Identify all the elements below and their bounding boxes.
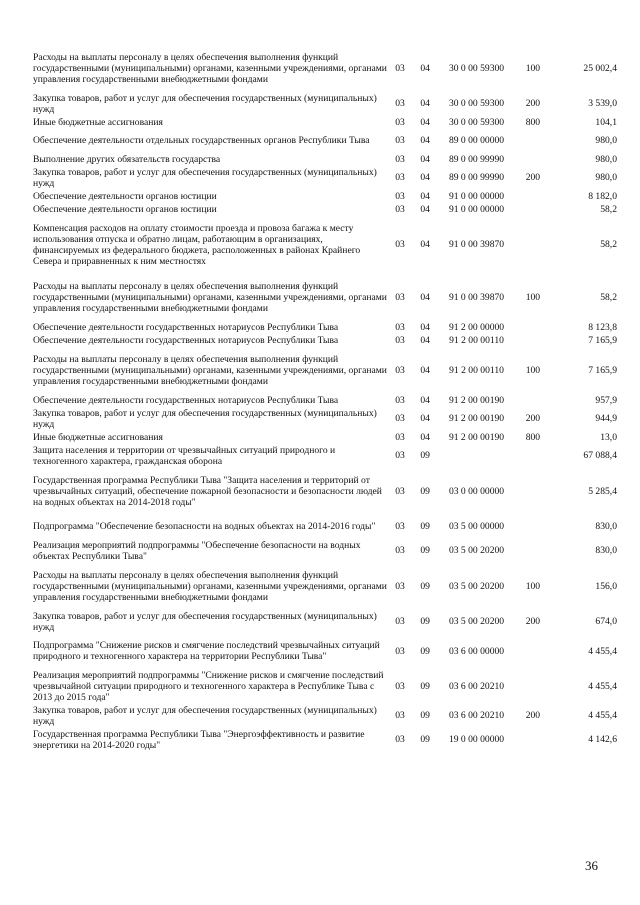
amount: 13,0 (600, 431, 617, 443)
amount: 4 455,4 (588, 645, 617, 657)
expense-type-code (515, 539, 550, 563)
budget-item-name: Расходы на выплаты персоналу в целях обеспечения выполнения функций государственными (муниципальными) органами, казенными учреждениями, органами управления государственными внебюджетными фондами (33, 569, 387, 603)
table-row (33, 444, 617, 468)
budget-item-name: Обеспечение деятельности органов юстиции (33, 190, 217, 202)
expense-type-code: 200 (525, 616, 541, 627)
expense-type-code (515, 634, 550, 669)
budget-item-name: Государственная программа Республики Тыва "Защита населения и территорий от чрезвычайных ситуаций, обеспечение пожарной безопасности и безопасности людей на водных объектах на 2014-2018 годы" (33, 474, 382, 508)
budget-item-name: Защита населения и территории от чрезвычайных ситуаций природного и техногенного характера, гражданская оборона (33, 444, 336, 467)
table-row (33, 129, 617, 153)
amount: 944,9 (595, 413, 617, 424)
target-article-code: 91 2 00 00000 (448, 321, 505, 333)
amount: 980,0 (595, 172, 617, 183)
amount: 58,2 (600, 203, 617, 215)
section-code: 03 (395, 321, 405, 333)
subsection-code: 09 (420, 521, 430, 532)
expense-type-code (515, 334, 550, 347)
budget-table (33, 45, 617, 752)
budget-item-name: Закупка товаров, работ и услуг для обеспечения государственных (муниципальных) нужд (33, 166, 377, 189)
amount: 156,0 (595, 580, 617, 592)
budget-item-name: Расходы на выплаты персоналу в целях обеспечения выполнения функций государственными (муниципальными) органами, казенными учреждениями, органами управления государственными внебюджетными фондами (33, 280, 387, 314)
subsection-code: 09 (420, 680, 430, 692)
budget-item-name: Иные бюджетные ассигнования (33, 431, 163, 443)
target-article-code: 03 0 00 00000 (448, 485, 505, 497)
section-code: 03 (395, 710, 405, 721)
subsection-code: 04 (420, 172, 430, 183)
section-code: 03 (395, 394, 405, 406)
subsection-code: 04 (420, 190, 430, 202)
target-article-code: 91 0 00 39870 (448, 291, 505, 303)
section-code: 03 (395, 413, 405, 424)
target-article-code: 91 2 00 00190 (448, 431, 505, 443)
expense-type-code (515, 153, 550, 166)
target-article-code: 89 0 00 99990 (448, 153, 505, 165)
expense-type-code (515, 515, 550, 539)
table-row (33, 704, 617, 728)
expense-type-code: 200 (525, 98, 541, 109)
target-article-code: 03 5 00 20200 (448, 580, 505, 592)
subsection-code: 04 (420, 364, 430, 376)
table-row (33, 334, 617, 347)
table-row (33, 563, 617, 610)
section-code: 03 (395, 291, 405, 303)
table-row (33, 166, 617, 190)
table-row (33, 431, 617, 444)
amount: 3 539,0 (588, 98, 617, 109)
expense-type-code (515, 468, 550, 515)
table-row (33, 394, 617, 407)
page-number: 36 (585, 858, 598, 873)
amount: 58,2 (600, 291, 617, 303)
table-row (33, 728, 617, 752)
budget-item-name: Реализация мероприятий подпрограммы "Обеспечение безопасности на водных объектах Республики Тыва" (33, 539, 361, 562)
section-code: 03 (395, 203, 405, 215)
subsection-code: 04 (420, 334, 430, 346)
section-code: 03 (395, 431, 405, 443)
subsection-code: 04 (420, 203, 430, 215)
budget-item-name: Государственная программа Республики Тыва "Энергоэффективность и развитие энергетики на 2014-2020 годы" (33, 728, 365, 751)
target-article-code: 03 6 00 20210 (448, 710, 505, 721)
expense-type-code (515, 129, 550, 153)
expense-type-code: 100 (525, 580, 541, 592)
budget-table-body (33, 45, 617, 752)
subsection-code: 09 (420, 450, 430, 461)
section-code: 03 (395, 545, 405, 556)
amount: 980,0 (595, 135, 617, 146)
expense-type-code: 200 (525, 172, 541, 183)
expense-type-code: 100 (525, 291, 541, 303)
expense-type-code (515, 203, 550, 216)
subsection-code: 04 (420, 98, 430, 109)
table-row (33, 347, 617, 394)
section-code: 03 (395, 616, 405, 627)
subsection-code: 09 (420, 616, 430, 627)
expense-type-code: 200 (525, 413, 541, 424)
amount: 58,2 (600, 239, 617, 250)
table-row (33, 203, 617, 216)
amount: 957,9 (595, 394, 617, 406)
table-row (33, 190, 617, 203)
expense-type-code (515, 216, 550, 274)
section-code: 03 (395, 116, 405, 128)
budget-item-name: Расходы на выплаты персоналу в целях обеспечения выполнения функций государственными (муниципальными) органами, казенными учреждениями, органами управления государственными внебюджетными фондами (33, 353, 387, 387)
table-row (33, 45, 617, 92)
amount: 830,0 (595, 545, 617, 556)
target-article-code (438, 444, 516, 468)
expense-type-code (515, 444, 550, 468)
section-code: 03 (395, 239, 405, 250)
table-row (33, 153, 617, 166)
subsection-code: 04 (420, 413, 430, 424)
budget-item-name: Обеспечение деятельности государственных нотариусов Республики Тыва (33, 321, 339, 333)
amount: 7 165,9 (588, 364, 617, 376)
expense-type-code (515, 669, 550, 704)
amount: 67 088,4 (583, 450, 617, 461)
budget-item-name: Обеспечение деятельности государственных нотариусов Республики Тыва (33, 394, 339, 406)
target-article-code: 91 2 00 00190 (448, 413, 505, 424)
table-row (33, 116, 617, 129)
subsection-code: 04 (420, 62, 430, 74)
amount: 8 182,0 (588, 190, 617, 202)
target-article-code: 89 0 00 99990 (448, 172, 505, 183)
budget-item-name: Обеспечение деятельности отдельных государственных органов Республики Тыва (33, 135, 370, 146)
target-article-code: 91 0 00 00000 (448, 203, 505, 215)
subsection-code: 04 (420, 291, 430, 303)
table-row (33, 634, 617, 669)
target-article-code: 91 2 00 00190 (448, 394, 505, 406)
amount: 980,0 (595, 153, 617, 165)
table-row (33, 610, 617, 634)
budget-item-name: Подпрограмма "Снижение рисков и смягчение последствий чрезвычайных ситуаций природного и техногенного характера на территории Республики Тыва" (33, 640, 380, 662)
expense-type-code (515, 728, 550, 752)
budget-item-name: Реализация мероприятий подпрограммы "Снижение рисков и смягчение последствий чрезвычайной ситуации природного и техногенного характера в Республике Тыва с 2013 до 2015 года" (33, 669, 384, 703)
section-code: 03 (395, 521, 405, 532)
table-row (33, 669, 617, 704)
subsection-code: 09 (420, 545, 430, 556)
table-row (33, 216, 617, 274)
target-article-code: 19 0 00 00000 (448, 734, 505, 745)
expense-type-code: 100 (525, 62, 541, 74)
section-code: 03 (395, 172, 405, 183)
subsection-code: 04 (420, 239, 430, 250)
expense-type-code: 800 (525, 116, 541, 128)
table-row (33, 539, 617, 563)
section-code: 03 (395, 334, 405, 346)
subsection-code: 04 (420, 431, 430, 443)
budget-item-name: Иные бюджетные ассигнования (33, 116, 163, 128)
section-code: 03 (395, 450, 405, 461)
subsection-code: 09 (420, 580, 430, 592)
amount: 5 285,4 (588, 485, 617, 497)
target-article-code: 30 0 00 59300 (448, 98, 505, 109)
expense-type-code (515, 321, 550, 334)
target-article-code: 03 6 00 00000 (448, 645, 505, 657)
table-row (33, 321, 617, 334)
amount: 4 455,4 (588, 680, 617, 692)
subsection-code: 09 (420, 485, 430, 497)
section-code: 03 (395, 98, 405, 109)
table-row (33, 274, 617, 321)
target-article-code: 03 5 00 00000 (448, 521, 505, 532)
target-article-code: 03 5 00 20200 (448, 545, 505, 556)
budget-item-name: Закупка товаров, работ и услуг для обеспечения государственных (муниципальных) нужд (33, 610, 377, 633)
budget-item-name: Закупка товаров, работ и услуг для обеспечения государственных (муниципальных) нужд (33, 407, 377, 430)
section-code: 03 (395, 364, 405, 376)
budget-item-name: Выполнение других обязательств государства (33, 153, 221, 165)
section-code: 03 (395, 153, 405, 165)
target-article-code: 30 0 00 59300 (448, 62, 505, 74)
target-article-code: 03 5 00 20200 (448, 616, 505, 627)
subsection-code: 04 (420, 116, 430, 128)
budget-item-name: Расходы на выплаты персоналу в целях обеспечения выполнения функций государственными (муниципальными) органами, казенными учреждениями, органами управления государственными внебюджетными фондами (33, 51, 387, 85)
budget-item-name: Закупка товаров, работ и услуг для обеспечения государственных (муниципальных) нужд (33, 92, 377, 115)
target-article-code: 03 6 00 20210 (448, 680, 505, 692)
amount: 4 142,6 (588, 734, 617, 745)
expense-type-code (515, 394, 550, 407)
subsection-code: 04 (420, 153, 430, 165)
target-article-code: 91 2 00 00110 (449, 364, 504, 376)
section-code: 03 (395, 734, 405, 745)
target-article-code: 91 0 00 00000 (448, 190, 505, 202)
section-code: 03 (395, 485, 405, 497)
expense-type-code: 100 (525, 364, 541, 376)
target-article-code: 91 0 00 39870 (448, 239, 505, 250)
expense-type-code (515, 190, 550, 203)
section-code: 03 (395, 580, 405, 592)
budget-item-name: Обеспечение деятельности органов юстиции (33, 203, 217, 215)
subsection-code: 09 (420, 710, 430, 721)
amount: 104,1 (595, 116, 617, 128)
budget-item-name: Подпрограмма "Обеспечение безопасности на водных объектах на 2014-2016 годы" (33, 521, 376, 532)
target-article-code: 91 2 00 00110 (449, 334, 504, 346)
subsection-code: 04 (420, 321, 430, 333)
expense-type-code: 800 (525, 431, 541, 443)
section-code: 03 (395, 680, 405, 692)
budget-item-name: Обеспечение деятельности государственных нотариусов Республики Тыва (33, 334, 339, 346)
subsection-code: 09 (420, 645, 430, 657)
subsection-code: 04 (420, 394, 430, 406)
amount: 674,0 (595, 616, 617, 627)
amount: 4 455,4 (588, 710, 617, 721)
section-code: 03 (395, 135, 405, 146)
table-row (33, 407, 617, 431)
subsection-code: 04 (420, 135, 430, 146)
table-row (33, 468, 617, 515)
subsection-code: 09 (420, 734, 430, 745)
table-row (33, 92, 617, 116)
amount: 25 002,4 (583, 62, 617, 74)
amount: 8 123,8 (588, 321, 617, 333)
section-code: 03 (395, 190, 405, 202)
budget-item-name: Закупка товаров, работ и услуг для обеспечения государственных (муниципальных) нужд (33, 704, 377, 727)
target-article-code: 89 0 00 00000 (448, 135, 505, 146)
budget-item-name: Компенсация расходов на оплату стоимости проезда и провоза багажа к месту использования отпуска и обратно лицам, работающим в организациях, финансируемых из федерального бюджета, расположенных в районах Крайнего Севера и приравненных к ним местностях (33, 222, 361, 267)
amount: 830,0 (595, 521, 617, 532)
table-row (33, 515, 617, 539)
amount: 7 165,9 (588, 334, 617, 346)
target-article-code: 30 0 00 59300 (448, 116, 505, 128)
expense-type-code: 200 (525, 710, 541, 721)
section-code: 03 (395, 645, 405, 657)
section-code: 03 (395, 62, 405, 74)
